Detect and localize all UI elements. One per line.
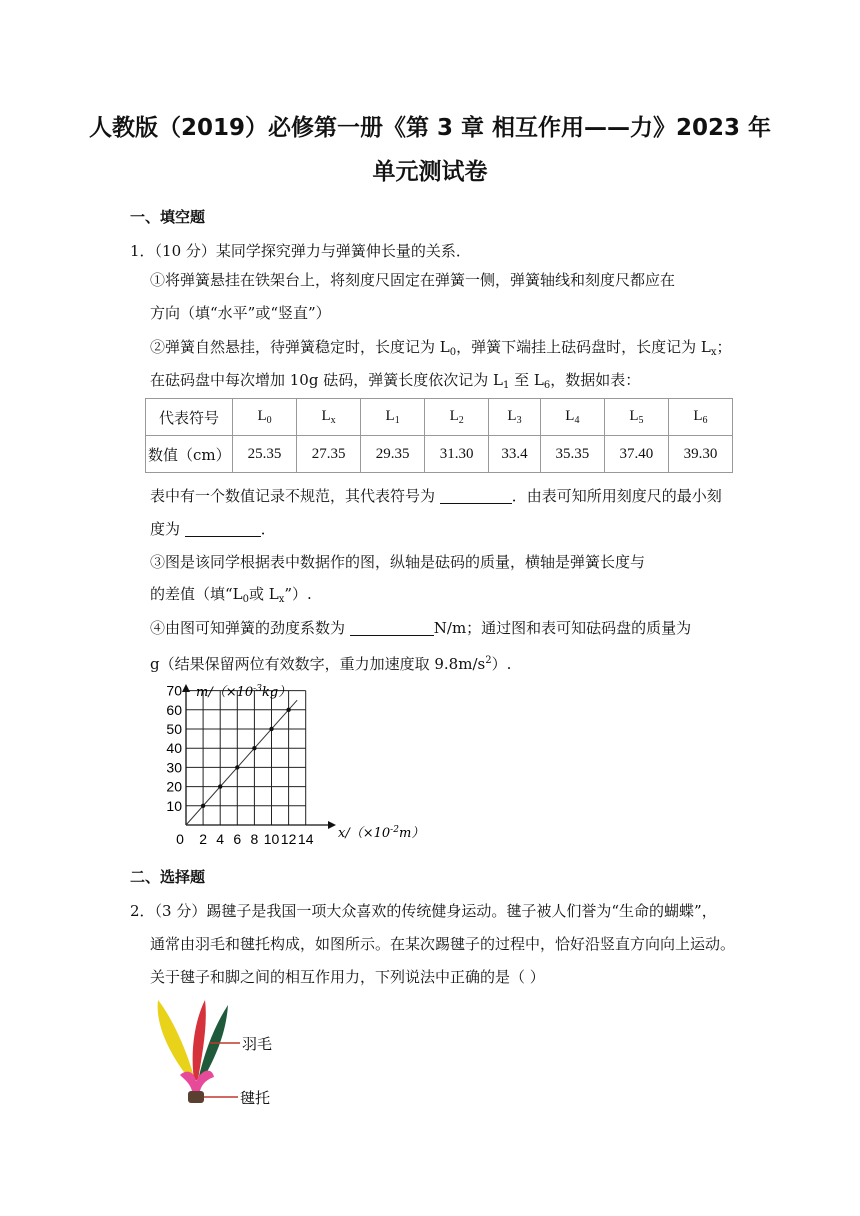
text: ）. bbox=[491, 655, 512, 673]
answer-blank-symbol[interactable] bbox=[440, 487, 512, 504]
symbol-sub: x bbox=[330, 415, 336, 426]
table-cell-value: 33.4 bbox=[489, 436, 541, 473]
chart-y-axis-label: $m/(\times 10^{-3}kg)$ bbox=[196, 684, 292, 700]
q1-part1-line2: 方向（填“水平”或“竖直”） bbox=[150, 304, 331, 322]
text: 表中有一个数值记录不规范，其代表符号为 bbox=[150, 487, 440, 505]
symbol-sub: 3 bbox=[516, 415, 522, 426]
question-2-line3: 关于毽子和脚之间的相互作用力，下列说法中正确的是（ ） bbox=[150, 968, 545, 986]
x-axis-arrow-icon bbox=[328, 821, 336, 829]
table-cell-value: 39.30 bbox=[668, 436, 732, 473]
data-point bbox=[286, 708, 290, 712]
text: 在砝码盘中每次增加 10g 砝码，弹簧长度依次记为 L bbox=[150, 371, 503, 389]
x-tick-label: 2 bbox=[199, 831, 207, 847]
y-tick-label: 30 bbox=[166, 759, 182, 776]
text: ④由图可知弹簧的劲度系数为 bbox=[150, 619, 350, 637]
table-cell-symbol bbox=[489, 399, 541, 436]
symbol-base: L bbox=[257, 408, 267, 424]
table-cell-symbol bbox=[604, 399, 668, 436]
data-table bbox=[145, 398, 733, 473]
symbol-sub: 6 bbox=[702, 415, 708, 426]
table-row-symbols bbox=[146, 399, 733, 436]
section-heading-multiple-choice: 二、选择题 bbox=[130, 868, 206, 886]
mass-vs-extension-chart bbox=[148, 680, 448, 855]
data-point bbox=[269, 727, 273, 731]
text: N/m；通过图和表可知砝码盘的质量为 bbox=[433, 619, 692, 637]
document-title bbox=[80, 106, 780, 194]
table-header-symbol: 代表符号 bbox=[146, 399, 233, 436]
data-point bbox=[235, 765, 239, 769]
table-cell-value: 29.35 bbox=[361, 436, 425, 473]
q1-part2-line1 bbox=[150, 337, 732, 363]
x-tick-label: 12 bbox=[280, 831, 297, 847]
symbol-sub: 2 bbox=[458, 415, 464, 426]
table-cell-symbol bbox=[540, 399, 604, 436]
text: ”）. bbox=[284, 585, 312, 603]
data-point bbox=[201, 804, 205, 808]
label-feather: 羽毛 bbox=[242, 1035, 273, 1053]
y-tick-label: 60 bbox=[166, 701, 182, 718]
table-cell-symbol bbox=[425, 399, 489, 436]
x-tick-label: 4 bbox=[216, 831, 225, 847]
symbol-sub: 1 bbox=[394, 415, 400, 426]
text: ． bbox=[260, 520, 276, 538]
text: g（结果保留两位有效数字，重力加速度取 9.8m/s bbox=[150, 655, 486, 673]
table-cell-symbol bbox=[233, 399, 297, 436]
section-heading-fill-blank: 一、填空题 bbox=[130, 208, 206, 226]
x-tick-label: 14 bbox=[297, 831, 314, 847]
text: 度为 bbox=[150, 520, 185, 538]
q1-part2-line2 bbox=[150, 370, 640, 396]
answer-blank-min-scale[interactable] bbox=[185, 520, 261, 537]
answer-blank-stiffness[interactable] bbox=[350, 619, 434, 636]
symbol-base: L bbox=[385, 408, 395, 424]
table-cell-value: 25.35 bbox=[233, 436, 297, 473]
table-header-value: 数值（cm） bbox=[146, 436, 233, 473]
y-tick-label: 40 bbox=[166, 740, 182, 757]
symbol-base: L bbox=[693, 408, 703, 424]
title-line-2: 单元测试卷 bbox=[372, 159, 488, 185]
yellow-feather-icon bbox=[158, 1000, 194, 1080]
symbol-sub: 5 bbox=[638, 415, 644, 426]
subscript: 6 bbox=[543, 380, 551, 391]
symbol-base: L bbox=[449, 408, 459, 424]
table-cell-value: 31.30 bbox=[425, 436, 489, 473]
text: 的差值（填“L bbox=[150, 585, 243, 603]
q1-after-table-line2 bbox=[150, 519, 276, 539]
question-2-line2: 通常由羽毛和毽托构成，如图所示。在某次踢毽子的过程中，恰好沿竖直方向向上运动。 bbox=[150, 935, 736, 953]
text: 或 L bbox=[249, 585, 279, 603]
shuttlecock-base-icon bbox=[188, 1091, 204, 1103]
x-tick-label: 8 bbox=[250, 831, 259, 847]
y-tick-label: 50 bbox=[166, 721, 182, 737]
text: ，弹簧下端挂上砝码盘时，长度记为 L bbox=[456, 338, 711, 356]
y-tick-label: 10 bbox=[166, 797, 182, 814]
table-cell-value: 37.40 bbox=[604, 436, 668, 473]
data-point bbox=[218, 784, 222, 788]
q1-part3-line1: ③图是该同学根据表中数据作的图，纵轴是砝码的质量，横轴是弹簧长度与 bbox=[150, 553, 646, 571]
origin-label: 0 bbox=[176, 831, 184, 847]
symbol-sub: 0 bbox=[266, 415, 272, 426]
q1-part3-line2 bbox=[150, 584, 312, 610]
superscript: 2 bbox=[485, 655, 492, 666]
chart-x-axis-label: $x/(\times 10^{-2}m)$ bbox=[338, 825, 425, 841]
y-axis-arrow-icon bbox=[182, 684, 190, 692]
chart-axes bbox=[182, 684, 336, 829]
text: ，数据如表： bbox=[550, 371, 641, 389]
x-tick-label: 10 bbox=[263, 831, 280, 847]
data-point bbox=[252, 746, 256, 750]
table-cell-symbol bbox=[297, 399, 361, 436]
subscript: 1 bbox=[502, 380, 510, 391]
question-2-line1: 2．（3 分）踢毽子是我国一项大众喜欢的传统健身运动。毽子被人们誉为“生命的蝴蝶”， bbox=[130, 902, 717, 920]
shuttlecock-illustration bbox=[150, 995, 290, 1110]
subscript: 0 bbox=[449, 347, 457, 358]
table-cell-value: 27.35 bbox=[297, 436, 361, 473]
subscript: 0 bbox=[242, 594, 250, 605]
text: ．由表可知所用刻度尺的最小刻 bbox=[511, 487, 722, 505]
subscript: x bbox=[278, 594, 285, 605]
symbol-base: L bbox=[321, 408, 331, 424]
symbol-sub: 4 bbox=[574, 415, 580, 426]
question-1-stem: 1．（10 分）某同学探究弹力与弹簧伸长量的关系． bbox=[130, 242, 471, 260]
y-tick-label: 70 bbox=[166, 682, 182, 699]
text: ； bbox=[716, 338, 732, 356]
subscript: x bbox=[710, 347, 717, 358]
table-row-values bbox=[146, 436, 733, 473]
symbol-base: L bbox=[565, 408, 575, 424]
y-tick-label: 20 bbox=[166, 778, 182, 795]
table-cell-symbol bbox=[361, 399, 425, 436]
label-base: 毽托 bbox=[240, 1089, 271, 1107]
text: 至 L bbox=[509, 371, 544, 389]
q1-part4-line2 bbox=[150, 651, 511, 674]
text: ②弹簧自然悬挂，待弹簧稳定时，长度记为 L bbox=[150, 338, 450, 356]
title-line-1: 人教版（2019）必修第一册《第 3 章 相互作用——力》2023 年 bbox=[88, 115, 772, 141]
symbol-base: L bbox=[629, 408, 639, 424]
symbol-base: L bbox=[507, 408, 517, 424]
table-cell-symbol bbox=[668, 399, 732, 436]
q1-part4-line1 bbox=[150, 618, 691, 638]
q1-after-table-line1 bbox=[150, 486, 722, 506]
x-tick-label: 6 bbox=[233, 831, 242, 847]
table-cell-value: 35.35 bbox=[540, 436, 604, 473]
q1-part1-line1: ①将弹簧悬挂在铁架台上，将刻度尺固定在弹簧一侧，弹簧轴线和刻度尺都应在 bbox=[150, 271, 676, 289]
